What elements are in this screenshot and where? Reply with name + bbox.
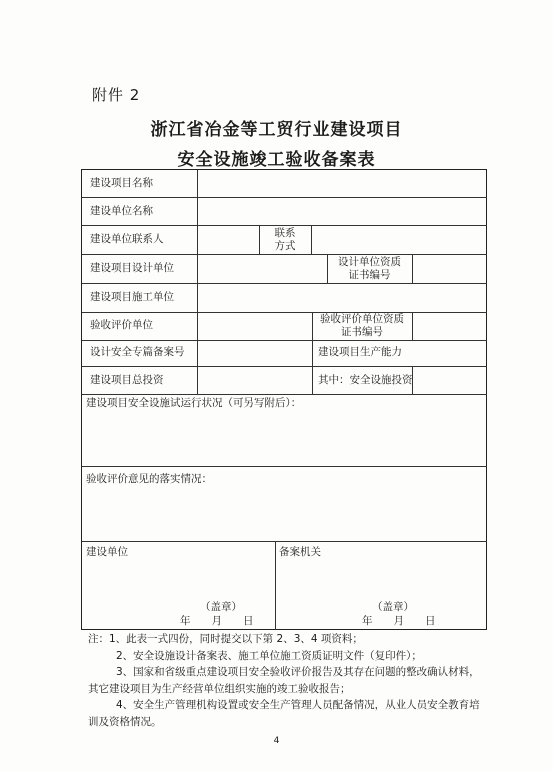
label-unit-contact: 建设单位联系人 [90,233,164,245]
page-number: 4 [273,736,280,746]
builder-date: 年 月 日 [180,615,254,627]
form-title-line1: 浙江省冶金等工贸行业建设项目 [150,120,403,140]
label-capacity: 建设项目生产能力 [318,346,402,358]
construction-unit-field[interactable] [198,284,486,312]
eval-unit-field[interactable] [198,313,312,340]
attachment-label: 附件 2 [92,86,141,104]
label-safety-investment: 其中：安全设施投资 [318,374,413,386]
project-name-field[interactable] [198,171,486,197]
label-construction-unit: 建设项目施工单位 [90,291,174,303]
authority-date: 年 月 日 [362,615,436,627]
unit-name-field[interactable] [198,198,486,225]
note-4b: 训及资格情况。 [88,715,162,728]
notes-section [88,631,508,730]
form-title-line2: 安全设施竣工验收备案表 [177,150,376,170]
note-4a: 4、安全生产管理机构设置或安全生产管理人员配备情况，从业人员安全教育培 [116,699,480,711]
label-total-investment: 建设项目总投资 [90,374,164,386]
safety-investment-field[interactable] [413,367,486,394]
label-trial-run: 建设项目安全设施试运行状况（可另写附后）： [86,397,302,409]
builder-seal: （盖章） [200,601,242,613]
label-eval-implementation: 验收评价意见的落实情况： [86,473,212,485]
eval-cert-field[interactable] [413,313,486,340]
label-safety-filing-no: 设计安全专篇备案号 [90,346,185,358]
note-2: 2、安全设施设计备案表、施工单位施工资质证明文件（复印件）； [116,649,422,662]
label-builder: 建设单位 [86,546,128,558]
label-design-cert: 设计单位资质 证书编号 [338,256,401,281]
capacity-field[interactable] [413,341,486,366]
label-filing-authority: 备案机关 [279,546,321,558]
trial-run-field[interactable] [83,412,486,466]
label-project-name: 建设项目名称 [90,177,153,189]
note-3a: 3、国家和省级重点建设项目安全验收评价报告及其存在问题的整改确认材料， [116,666,480,678]
safety-filing-no-field[interactable] [198,341,312,366]
filing-form-table [81,169,487,630]
eval-implementation-field[interactable] [83,488,486,541]
label-unit-name: 建设单位名称 [90,205,153,217]
total-investment-field[interactable] [198,367,312,394]
unit-contact-field[interactable] [198,226,259,254]
contact-method-field[interactable] [312,226,486,254]
design-unit-field[interactable] [198,255,327,283]
label-eval-cert: 验收评价单位资质 证书编号 [320,313,404,338]
label-eval-unit: 验收评价单位 [90,319,153,331]
design-cert-field[interactable] [413,255,486,283]
authority-seal: （盖章） [372,601,414,613]
label-design-unit: 建设项目设计单位 [90,262,174,274]
note-1: 注：1、此表一式四份，同时提交以下第 2、3、4 项资料； [88,633,363,645]
label-contact-method: 联系 方式 [274,227,296,252]
note-3b: 其它建设项目为生产经营单位组织实施的竣工验收报告； [88,682,351,695]
